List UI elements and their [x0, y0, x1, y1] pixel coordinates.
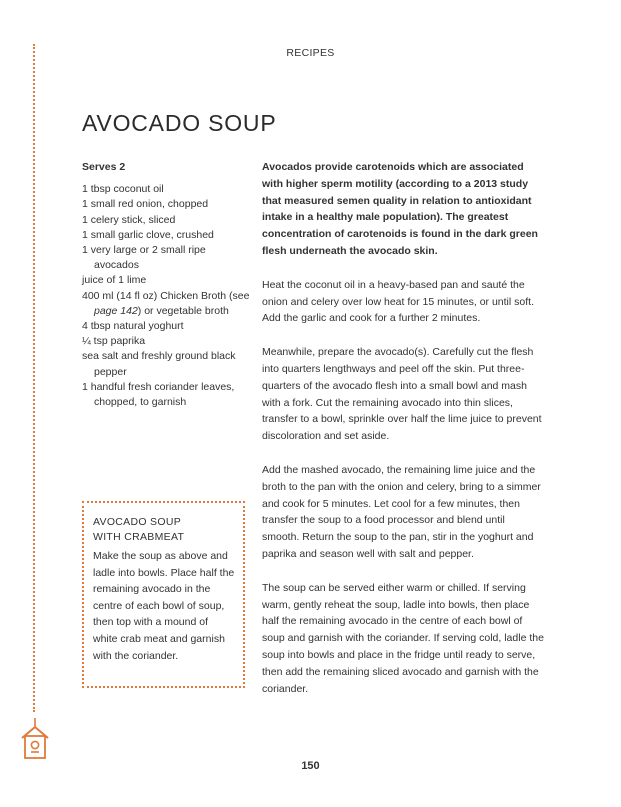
variation-title: [93, 515, 235, 544]
ingredient-item: ¼ tsp paprika: [82, 335, 146, 348]
page-number: 150: [301, 760, 320, 772]
intro-paragraph: Avocados provide carotenoids which are associated with higher sperm motility (according to a 2013 study that measured semen quality in relation to antioxidant intake in a healthy male population). The greatest concentration of carotenoids is found in the dark green flesh underneath the avocado skin.: [262, 161, 538, 257]
ingredient-item: 1 celery stick, sliced: [82, 213, 176, 226]
ingredients-list: [82, 160, 250, 410]
method-column: [262, 159, 545, 714]
serves-label: Serves 2: [82, 161, 126, 173]
dotted-margin-line: [33, 44, 35, 712]
method-step: The soup can be served either warm or chilled. If serving warm, gently reheat the soup, ladle into bowls, then place half the remaining avocado in the centre of each bowl of soup and garnish with the coriander. If serving cold, ladle the soup into bowls and place in the fridge until ready to serve, then add the remaining sliced avocado and garnish with the coriander.: [262, 581, 544, 695]
ingredient-text: 400 ml (14 fl oz) Chicken Broth (see: [82, 289, 250, 302]
variation-title-line: AVOCADO SOUP: [93, 516, 182, 528]
ingredient-item: 4 tbsp natural yoghurt: [82, 320, 184, 333]
variation-body: Make the soup as above and ladle into bowls. Place half the remaining avocado in the centre of each bowl of soup, then top with a mound of white crab meat and garnish with the coriander.: [93, 550, 235, 662]
ingredient-item: juice of 1 lime: [82, 274, 147, 287]
method-step: Meanwhile, prepare the avocado(s). Carefully cut the flesh into quarters lengthways and peel off the skin. Put three-quarters of the avocado flesh into a small bowl and mash with a fork. Cut the remaining avocado into thin slices, transfer to a bowl, sprinkle over half the lime juice to prevent discoloration and set aside.: [262, 346, 542, 443]
variation-title-line: WITH CRABMEAT: [93, 530, 185, 543]
ingredient-item: 1 tbsp coconut oil: [82, 183, 164, 196]
ingredient-item: 1 very large or 2 small ripe avocados: [82, 244, 206, 272]
section-header: RECIPES: [286, 47, 335, 59]
ingredient-text: ) or vegetable broth: [137, 304, 229, 317]
page-reference: page 142: [94, 304, 138, 317]
ingredient-item: [82, 289, 250, 319]
recipe-title: AVOCADO SOUP: [82, 110, 277, 136]
method-step: Add the mashed avocado, the remaining lime juice and the broth to the pan with the onion and celery, bring to a simmer and cook for 5 minutes. Let cool for a few minutes, then transfer the soup to a food processor and blend until smooth. Return the soup to the pan, stir in the yoghurt and paprika and season well with salt and pepper.: [262, 463, 541, 560]
variation-box: [82, 501, 245, 688]
ingredient-item: 1 handful fresh coriander leaves, chopped, to garnish: [82, 380, 235, 409]
ingredient-item: 1 small garlic clove, crushed: [82, 228, 214, 241]
method-step: Heat the coconut oil in a heavy-based pan and sauté the onion and celery over low heat for 15 minutes, or until soft. Add the garlic and cook for a further 2 minutes.: [262, 278, 534, 325]
ingredient-item: 1 small red onion, chopped: [82, 198, 209, 211]
birdhouse-icon: [19, 718, 51, 762]
ingredient-item: sea salt and freshly ground black pepper: [82, 350, 236, 378]
